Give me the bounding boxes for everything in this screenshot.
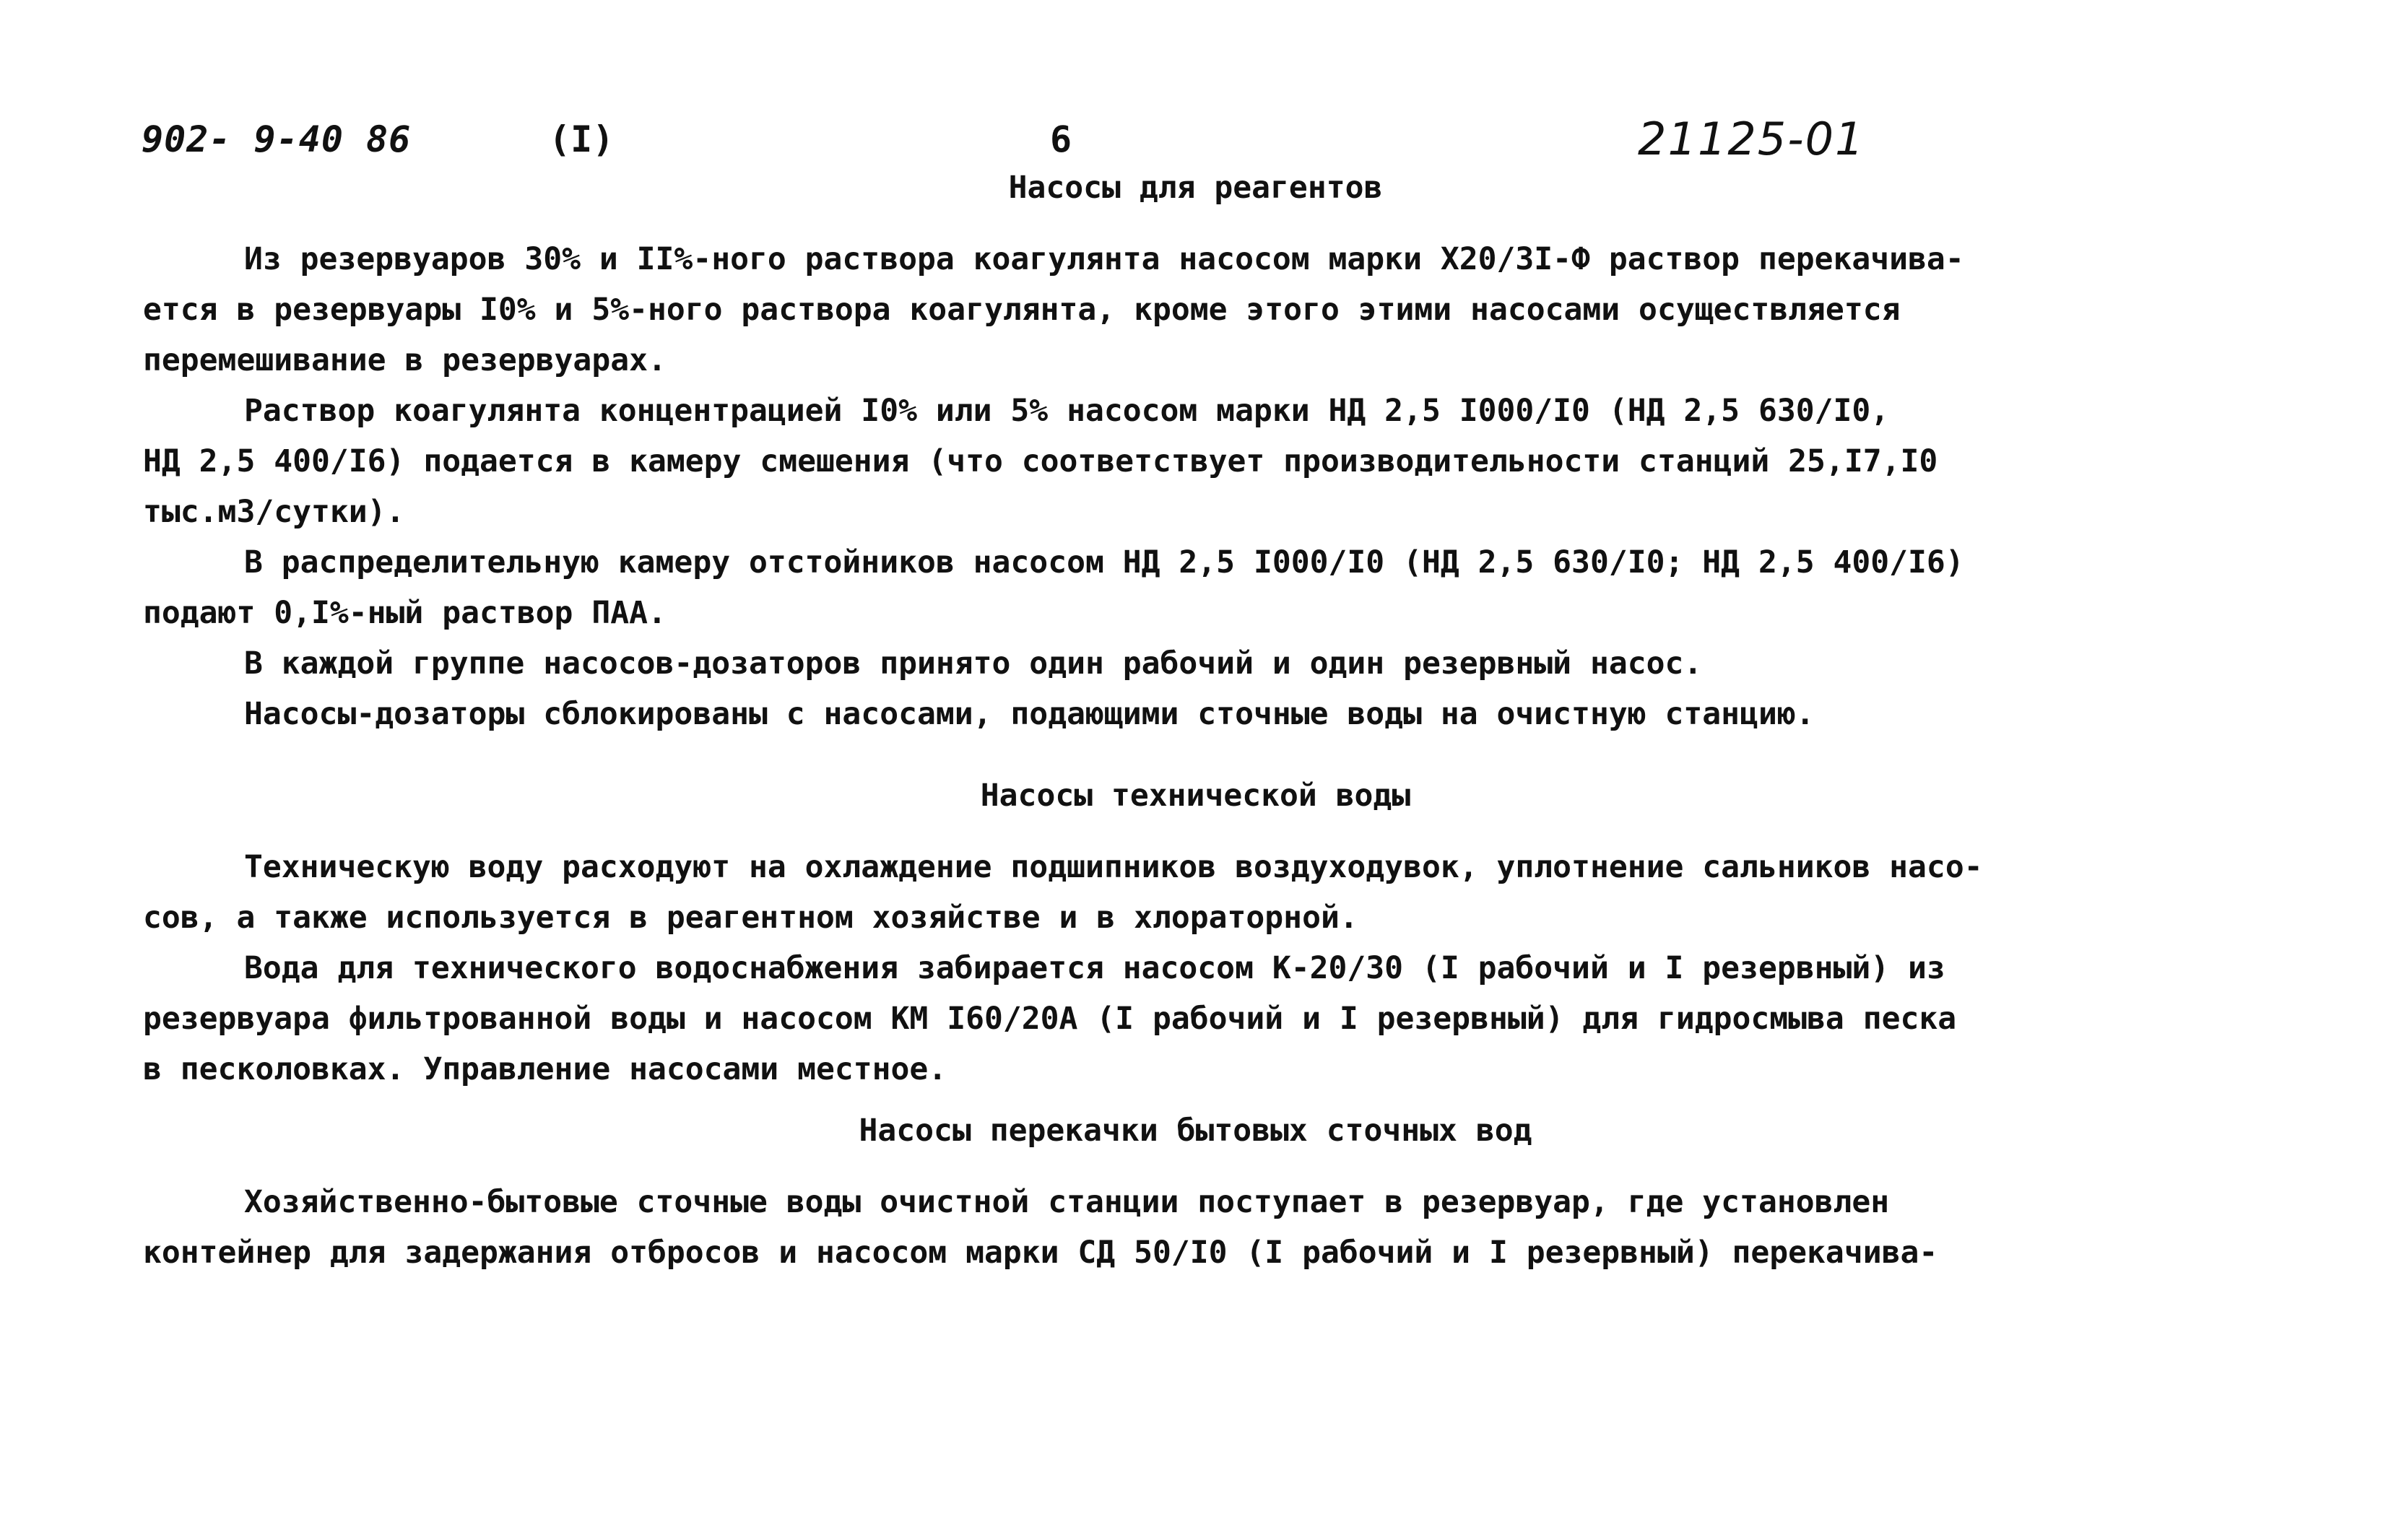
paragraph [143, 537, 2136, 638]
section-title-reagent-pumps: Насосы для реагентов [1008, 170, 1383, 206]
text-line: сов, а также используется в реагентном хозяйстве и в хлораторной. [143, 900, 1358, 936]
text-line: Из резервуаров 30% и II%-ного раствора коагулянта насосом марки Х20/3I-Ф раствор перекачива- [244, 241, 1964, 277]
text-line: В каждой группе насосов-дозаторов принято один рабочий и один резервный насос. [244, 645, 1703, 682]
text-line: Хозяйственно-бытовые сточные воды очистной станции поступает в резервуар, где установлен [244, 1184, 1890, 1220]
text-line: Насосы-дозаторы сблокированы с насосами, подающими сточные воды на очистную станцию. [244, 696, 1815, 732]
section-title-domestic-sewage-pumps: Насосы перекачки бытовых сточных вод [859, 1113, 1532, 1149]
paragraph [143, 638, 2136, 689]
text-line: Техническую воду расходуют на охлаждение подшипников воздуходувок, уплотнение сальников насо- [244, 849, 1983, 885]
paragraph [143, 689, 2136, 739]
paragraph [143, 1177, 2136, 1278]
text-line: НД 2,5 400/I6) подается в камеру смешения (что соответствует производительности станций 25,I7,I0 [143, 443, 1938, 479]
paragraph [143, 842, 2136, 943]
text-line: в песколовках. Управление насосами местное. [143, 1051, 947, 1087]
text-line: В распределительную камеру отстойников насосом НД 2,5 I000/I0 (НД 2,5 630/I0; НД 2,5 400/I6) [244, 544, 1964, 580]
text-line: Вода для технического водоснабжения забирается насосом К-20/30 (I рабочий и I резервный) из [244, 950, 1945, 986]
text-line: тыс.м3/сутки). [143, 494, 405, 530]
paragraph [143, 234, 2136, 386]
text-line: Раствор коагулянта концентрацией I0% или 5% насосом марки НД 2,5 I000/I0 (НД 2,5 630/I0, [244, 393, 1890, 429]
text-line: резервуара фильтрованной воды и насосом КМ I60/20А (I рабочий и I резервный) для гидросмыва песка [143, 1001, 1957, 1037]
document-number: 902- 9-40 86 [142, 118, 412, 160]
page-number: 6 [1050, 118, 1072, 160]
text-line: контейнер для задержания отбросов и насосом марки СД 50/I0 (I рабочий и I резервный) перекачива- [143, 1235, 1938, 1271]
handwritten-code: 21125-01 [1638, 113, 1865, 165]
section-title-technical-water-pumps: Насосы технической воды [980, 778, 1411, 814]
paragraph [143, 386, 2136, 537]
paragraph [143, 943, 2136, 1095]
part-number: (I) [549, 118, 615, 160]
text-line: подают 0,I%-ный раствор ПАА. [143, 595, 667, 631]
text-line: ется в резервуары I0% и 5%-ного раствора коагулянта, кроме этого этими насосами осуществляется [143, 292, 1901, 328]
text-line: перемешивание в резервуарах. [143, 342, 667, 378]
